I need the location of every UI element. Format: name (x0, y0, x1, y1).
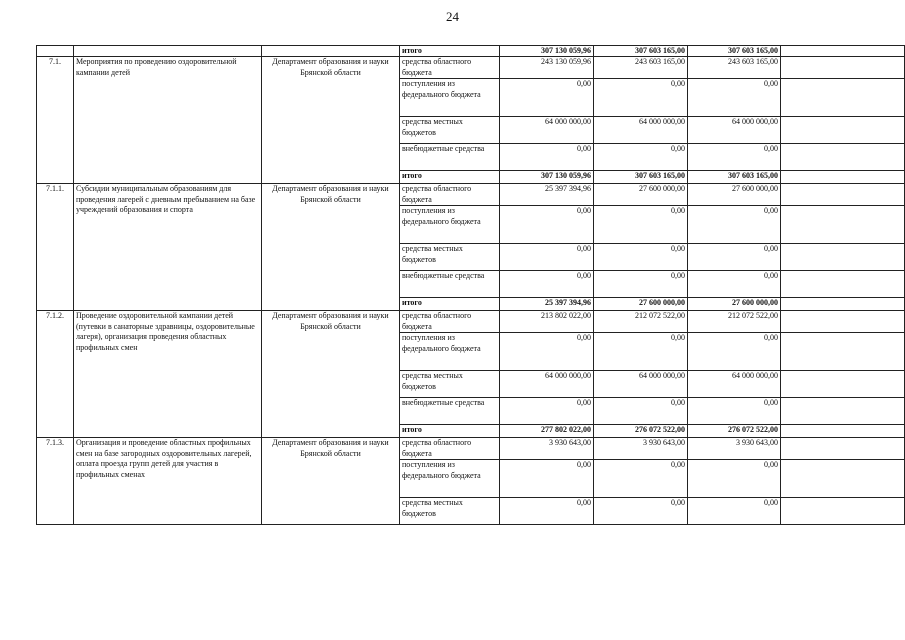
amount-cell-year-1: 25 397 394,96 (500, 298, 594, 311)
notes-cell (781, 271, 905, 298)
funding-source-cell: внебюджетные средства (400, 271, 500, 298)
amount-cell-year-3: 0,00 (688, 398, 781, 425)
notes-cell (781, 184, 905, 206)
amount-cell-year-2: 0,00 (594, 398, 688, 425)
amount-cell-year-3: 64 000 000,00 (688, 371, 781, 398)
funding-source-cell: средства областного бюджета (400, 184, 500, 206)
measure-name: Организация и проведение областных профильных смен на базе загородных оздоровительных лагерей, оплата проезда групп детей для участия в профильных сменах (74, 438, 262, 525)
notes-cell (781, 46, 905, 57)
funding-source-cell: поступления из федерального бюджета (400, 460, 500, 498)
funding-source-cell: итого (400, 171, 500, 184)
funding-source-cell: поступления из федерального бюджета (400, 206, 500, 244)
budget-table-container (36, 45, 905, 525)
notes-cell (781, 425, 905, 438)
amount-cell-year-1: 307 130 059,96 (500, 171, 594, 184)
amount-cell-year-3: 0,00 (688, 460, 781, 498)
amount-cell-year-3: 307 603 165,00 (688, 46, 781, 57)
amount-cell-year-1: 64 000 000,00 (500, 117, 594, 144)
amount-cell-year-3: 0,00 (688, 206, 781, 244)
notes-cell (781, 371, 905, 398)
amount-cell-year-3: 307 603 165,00 (688, 171, 781, 184)
amount-cell-year-3: 0,00 (688, 79, 781, 117)
measure-name: Мероприятия по проведению оздоровительной кампании детей (74, 57, 262, 184)
amount-cell-year-2: 64 000 000,00 (594, 371, 688, 398)
funding-source-cell: внебюджетные средства (400, 398, 500, 425)
amount-cell-year-2: 0,00 (594, 244, 688, 271)
amount-cell-year-3: 243 603 165,00 (688, 57, 781, 79)
amount-cell-year-2: 64 000 000,00 (594, 117, 688, 144)
responsible-department: Департамент образования и науки Брянской области (262, 57, 400, 184)
measure-code: 7.1.1. (37, 184, 74, 311)
amount-cell-year-3: 0,00 (688, 144, 781, 171)
amount-cell-year-1: 0,00 (500, 398, 594, 425)
notes-cell (781, 144, 905, 171)
amount-cell-year-2: 307 603 165,00 (594, 171, 688, 184)
amount-cell-year-2: 0,00 (594, 144, 688, 171)
amount-cell-year-2: 307 603 165,00 (594, 46, 688, 57)
table-row-continuation-total (37, 46, 905, 57)
amount-cell-year-3: 27 600 000,00 (688, 184, 781, 206)
table-row (37, 57, 905, 79)
amount-cell-year-2: 0,00 (594, 498, 688, 525)
amount-cell-year-1: 0,00 (500, 271, 594, 298)
amount-cell-year-1: 0,00 (500, 206, 594, 244)
amount-cell-year-1: 3 930 643,00 (500, 438, 594, 460)
responsible-department: Департамент образования и науки Брянской области (262, 311, 400, 438)
funding-source-cell: средства местных бюджетов (400, 371, 500, 398)
amount-cell-year-1: 0,00 (500, 498, 594, 525)
funding-source-cell: итого (400, 46, 500, 57)
amount-cell-year-1: 64 000 000,00 (500, 371, 594, 398)
notes-cell (781, 171, 905, 184)
funding-source-cell: поступления из федерального бюджета (400, 333, 500, 371)
table-row (37, 184, 905, 206)
amount-cell-year-2: 0,00 (594, 333, 688, 371)
table-row (37, 438, 905, 460)
amount-cell-year-2: 27 600 000,00 (594, 298, 688, 311)
amount-cell-year-3: 212 072 522,00 (688, 311, 781, 333)
funding-source-cell: средства областного бюджета (400, 438, 500, 460)
amount-cell-year-3: 0,00 (688, 333, 781, 371)
notes-cell (781, 79, 905, 117)
amount-cell-year-3: 3 930 643,00 (688, 438, 781, 460)
notes-cell (781, 498, 905, 525)
funding-source-cell: поступления из федерального бюджета (400, 79, 500, 117)
amount-cell-year-2: 0,00 (594, 271, 688, 298)
amount-cell-year-1: 0,00 (500, 244, 594, 271)
amount-cell-year-1: 243 130 059,96 (500, 57, 594, 79)
notes-cell (781, 298, 905, 311)
notes-cell (781, 333, 905, 371)
amount-cell-year-1: 277 802 022,00 (500, 425, 594, 438)
amount-cell-year-3: 276 072 522,00 (688, 425, 781, 438)
notes-cell (781, 311, 905, 333)
funding-source-cell: средства местных бюджетов (400, 498, 500, 525)
budget-table-body (37, 46, 905, 525)
table-row (37, 311, 905, 333)
code-cell (37, 46, 74, 57)
measure-name: Субсидии муниципальным образованиям для проведения лагерей с дневным пребыванием на базе учреждений образования и спорта (74, 184, 262, 311)
notes-cell (781, 206, 905, 244)
funding-source-cell: средства местных бюджетов (400, 244, 500, 271)
notes-cell (781, 57, 905, 79)
measure-code: 7.1.3. (37, 438, 74, 525)
funding-source-cell: средства областного бюджета (400, 311, 500, 333)
amount-cell-year-2: 27 600 000,00 (594, 184, 688, 206)
notes-cell (781, 398, 905, 425)
amount-cell-year-2: 0,00 (594, 460, 688, 498)
amount-cell-year-3: 0,00 (688, 244, 781, 271)
measure-code: 7.1. (37, 57, 74, 184)
amount-cell-year-1: 25 397 394,96 (500, 184, 594, 206)
amount-cell-year-3: 0,00 (688, 498, 781, 525)
responsible-department: Департамент образования и науки Брянской области (262, 438, 400, 525)
funding-source-cell: итого (400, 425, 500, 438)
measure-name: Проведение оздоровительной кампании детей (путевки в санаторные здравницы, оздоровительные лагеря), организация проведения областных профильных смен (74, 311, 262, 438)
notes-cell (781, 460, 905, 498)
amount-cell-year-1: 213 802 022,00 (500, 311, 594, 333)
funding-source-cell: средства местных бюджетов (400, 117, 500, 144)
amount-cell-year-1: 0,00 (500, 79, 594, 117)
funding-source-cell: внебюджетные средства (400, 144, 500, 171)
amount-cell-year-2: 3 930 643,00 (594, 438, 688, 460)
funding-source-cell: итого (400, 298, 500, 311)
notes-cell (781, 117, 905, 144)
amount-cell-year-2: 212 072 522,00 (594, 311, 688, 333)
amount-cell-year-1: 0,00 (500, 144, 594, 171)
amount-cell-year-3: 64 000 000,00 (688, 117, 781, 144)
amount-cell-year-1: 307 130 059,96 (500, 46, 594, 57)
budget-table (36, 45, 905, 525)
amount-cell-year-2: 0,00 (594, 206, 688, 244)
notes-cell (781, 244, 905, 271)
funding-source-cell: средства областного бюджета (400, 57, 500, 79)
amount-cell-year-2: 0,00 (594, 79, 688, 117)
page-number: 24 (446, 9, 459, 24)
amount-cell-year-1: 0,00 (500, 460, 594, 498)
responsible-department: Департамент образования и науки Брянской области (262, 184, 400, 311)
amount-cell-year-2: 276 072 522,00 (594, 425, 688, 438)
notes-cell (781, 438, 905, 460)
amount-cell-year-2: 243 603 165,00 (594, 57, 688, 79)
department-cell (262, 46, 400, 57)
amount-cell-year-3: 27 600 000,00 (688, 298, 781, 311)
amount-cell-year-3: 0,00 (688, 271, 781, 298)
measure-code: 7.1.2. (37, 311, 74, 438)
name-cell (74, 46, 262, 57)
amount-cell-year-1: 0,00 (500, 333, 594, 371)
